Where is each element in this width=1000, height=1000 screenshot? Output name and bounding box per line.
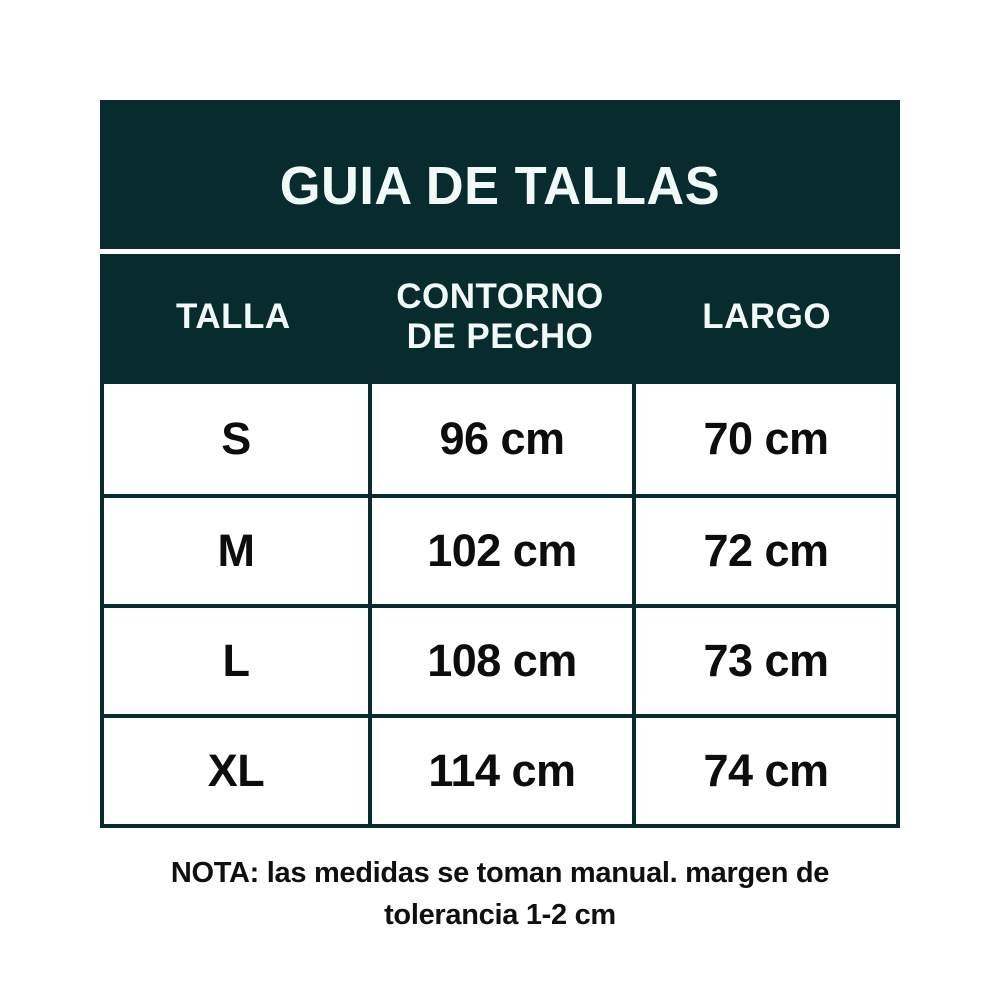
note <box>100 852 900 936</box>
length-cell: 74 cm <box>632 718 896 824</box>
note-line-1: NOTA: las medidas se toman manual. margen de <box>170 857 830 889</box>
table-row-s <box>104 384 896 494</box>
column-header-row <box>100 254 900 380</box>
table-row-m <box>104 494 896 604</box>
column-header-largo <box>633 254 900 380</box>
chest-cell: 96 cm <box>368 384 632 494</box>
chest-cell: 108 cm <box>368 608 632 714</box>
table-body <box>100 380 900 828</box>
size-guide-table <box>100 100 900 936</box>
column-header-talla <box>100 254 367 380</box>
size-cell: M <box>217 525 255 576</box>
size-cell: XL <box>207 745 265 796</box>
table-row-xl <box>104 714 896 824</box>
note-line-2: tolerancia 1-2 cm <box>384 899 616 932</box>
table-row-l <box>104 604 896 714</box>
size-cell: L <box>222 635 250 686</box>
chest-cell: 114 cm <box>368 718 632 824</box>
size-cell: S <box>221 413 251 464</box>
column-header-contorno-de-pecho-label: CONTORNO DE PECHO <box>396 276 604 356</box>
length-cell: 73 cm <box>632 608 896 714</box>
column-header-talla-label: TALLA <box>176 296 291 336</box>
chest-cell: 102 cm <box>368 498 632 604</box>
table-banner <box>100 100 900 380</box>
page-title: GUIA DE TALLAS <box>279 155 721 216</box>
title-row <box>100 100 900 249</box>
length-cell: 70 cm <box>632 384 896 494</box>
column-header-largo-label: LARGO <box>702 296 832 336</box>
column-header-contorno-de-pecho <box>367 254 634 380</box>
length-cell: 72 cm <box>632 498 896 604</box>
